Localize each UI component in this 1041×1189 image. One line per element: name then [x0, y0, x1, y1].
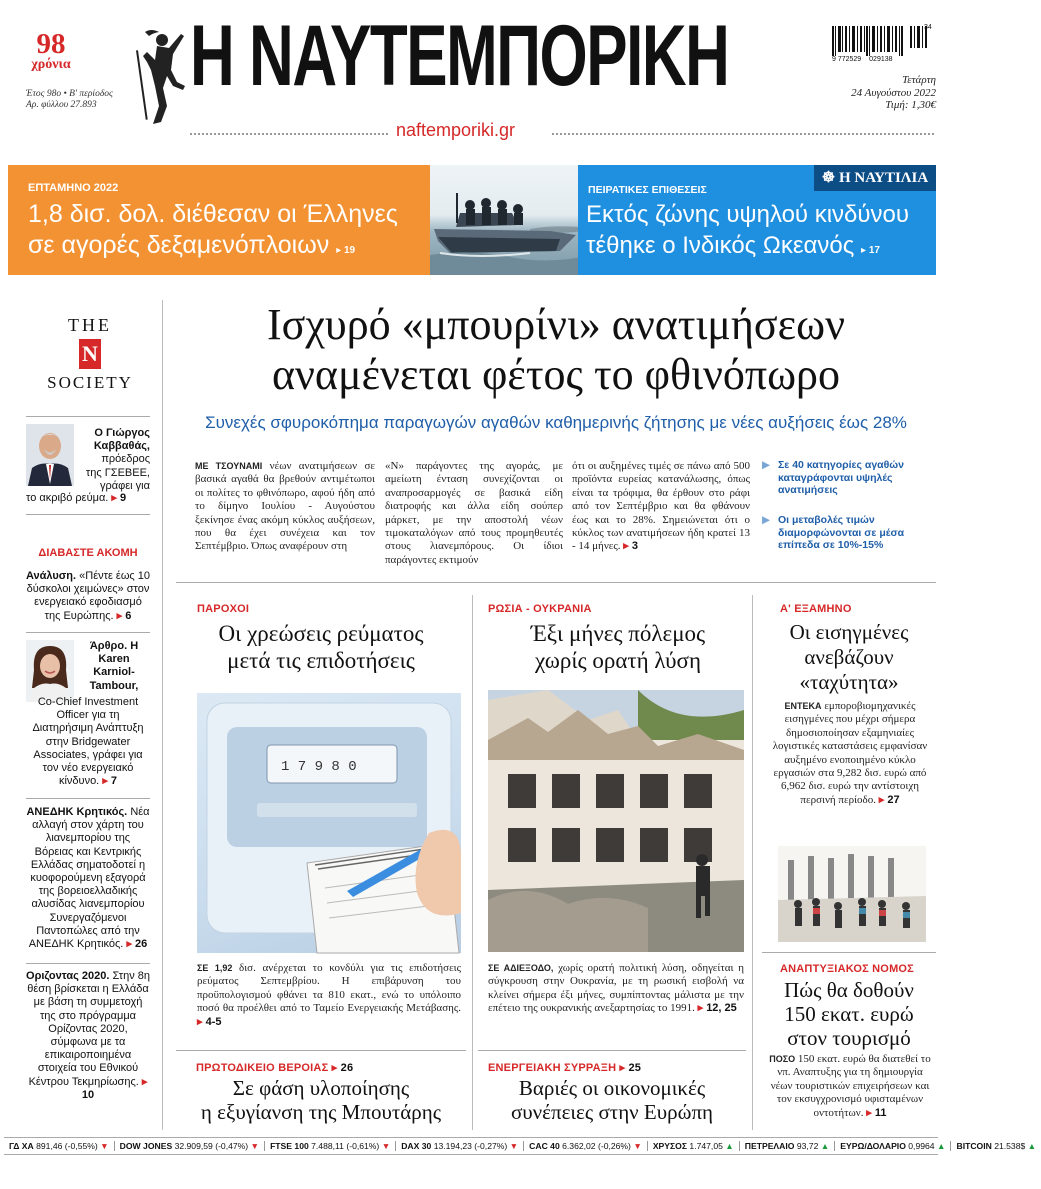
ticker-name: ΕΥΡΩ/ΔΟΛΑΡΙΟ — [840, 1141, 909, 1151]
ticker-item — [647, 1141, 739, 1151]
ticker-name: DAX 30 — [401, 1141, 434, 1151]
power-body-text: δισ. ανέρχεται το κονδύλι για τις επιδοτήσεις ρεύματος Σεπτεμβρίου. Η επιβάρυνση του προϋπολογισμού φθάνει τα 810 εκατ., ενώ το υπόλοιπο ποσό θα προέλθει από το Ταμείο Ενεργειακής Μετάβασης. — [197, 962, 462, 1015]
barcode — [832, 26, 936, 66]
sidebar-item-anedik[interactable] — [26, 806, 150, 951]
price: Τιμή: 1,30€ — [885, 99, 936, 111]
ticker-item — [950, 1141, 1041, 1151]
ticker-value: 32.909,59 (-0,47%) — [174, 1141, 251, 1151]
sidebar-item-page: 26 — [135, 938, 148, 951]
sidebar-item-karen[interactable] — [26, 696, 150, 788]
lead-col1 — [195, 460, 375, 554]
damaged-building-drawing-icon — [488, 690, 744, 952]
banner-right[interactable] — [578, 165, 936, 275]
ticker-item — [114, 1141, 264, 1151]
ticker-name: FTSE 100 — [270, 1141, 312, 1151]
tourists-image — [778, 846, 926, 942]
ticker-value: 21.538$ — [994, 1141, 1028, 1151]
veroia-headline-line2: η εξυγίανση της Μπουτάρης — [200, 1100, 442, 1124]
banner-left[interactable] — [8, 165, 438, 275]
ticker-name: ΧΡΥΣΟΣ — [652, 1141, 690, 1151]
war-body-text: χωρίς ορατή πολιτική λύση, οδηγείται η σύγκρουση στην Ουκρανία, με τη ρωσική εισβολή να κλείνει σήμερα έξι μήνες, συμπίπτοντας μάλιστα με την επέτειο της ουκρανικής ανεξαρτησίας το 1991. — [488, 962, 744, 1015]
naftilia-section: Η ΝΑΥΤΙΛΙΑ — [838, 170, 929, 186]
sidebar-divider — [162, 300, 163, 1130]
ticker-item — [264, 1141, 395, 1151]
sidebar-rule-5 — [26, 963, 150, 964]
barcode-digits-1: 9 772529 — [832, 56, 862, 63]
listed-headline-line3: «ταχύτητα» — [799, 670, 899, 694]
kavvathas-line2: της ΓΣΕΒΕΕ, — [85, 466, 150, 479]
listed-body — [766, 700, 934, 807]
war-body — [488, 962, 744, 1016]
kavvathas-line3: γράφει για — [100, 479, 150, 492]
banner-left-line2: σε αγορές δεξαμενόπλοιων — [28, 231, 330, 259]
banner-left-headline — [28, 199, 398, 266]
society-the: THE — [68, 315, 112, 335]
power-headline-line1: Οι χρεώσεις ρεύματος — [218, 621, 424, 646]
ticker-item — [739, 1141, 834, 1151]
hermes-logo-icon — [137, 26, 189, 128]
energy-page-ref: ▸ 25 — [619, 1062, 642, 1074]
tourists-crowd-drawing-icon — [778, 846, 926, 942]
tourism-body — [766, 1053, 934, 1120]
bullet-arrow-icon: ▶ — [762, 514, 771, 526]
lead-bullet-2 — [762, 514, 934, 552]
lead-col3 — [572, 460, 750, 554]
veroia-page-ref: ▸ 26 — [331, 1062, 354, 1074]
energy-kicker-wrap — [488, 1061, 641, 1074]
tourism-headline-line2: 150 εκατ. ευρώ — [784, 1002, 914, 1026]
banner-left-line2-wrap — [28, 230, 398, 266]
listed-page: 27 — [887, 793, 900, 806]
years-word: χρόνια — [31, 57, 71, 72]
lead-col1-lead: ΜΕ ΤΣΟΥΝΑΜΙ — [195, 461, 263, 471]
ticker-item — [395, 1141, 523, 1151]
tourism-headline-line1: Πώς θα δοθούν — [784, 978, 914, 1002]
lead-col3-text: ότι οι αυξημένες τιμές σε πάνω από 500 προϊόντα ευρείας κατανάλωσης, όπως είναι τα τρόφιμα, θα έρθουν στο ράφι από τον Σεπτέμβριο και θα φθάνουν έως και το 28%. Σημειώνεται ότι ο κύκλος των ανατιμήσεων ήδη κρατεί 13 - 14 μήνες. — [572, 460, 750, 553]
power-meter-image — [197, 693, 461, 953]
ticker-name: ΓΔ ΧΑ — [9, 1141, 37, 1151]
war-headline-line2: χωρίς ορατή λύση — [535, 648, 701, 673]
listed-headline-line1: Οι εισηγμένες — [789, 620, 909, 644]
arrow-down-icon: ▼ — [509, 1141, 519, 1151]
kavvathas-page: 9 — [120, 492, 127, 504]
ticker-value: 0,9964 — [908, 1141, 937, 1151]
tourism-kicker: ΑΝΑΠΤΥΞΙΑΚΟΣ ΝΟΜΟΣ — [780, 963, 914, 975]
kavvathas-teaser[interactable] — [78, 427, 150, 493]
lead-col1-text: νέων ανατιμήσεων σε βασικά αγαθά θα βρεθούν αντιμέτωποι οι πολίτες το φθινόπωρο, αφού ήδη από το δίμηνο Ιουλίου - Αυγούστου ξεκίνησε ένας ακόμη κύκλος αυξήσεων, που θα έχει συνέχεια και τον Σεπτέμβριο. Όπως αναφέρουν στη — [195, 460, 375, 553]
power-headline[interactable] — [176, 620, 466, 674]
masthead-dots-right — [552, 133, 934, 139]
sidebar-item-page: 6 — [125, 609, 132, 622]
banner-right-headline — [586, 199, 909, 266]
power-headline-line2: μετά τις επιδοτήσεις — [227, 648, 415, 673]
karen-lead: Άρθρο. Η Karen Karniol-Tambour, — [89, 640, 139, 692]
ticker-value: 93,72 — [796, 1141, 821, 1151]
lead-col3-page: 3 — [631, 540, 638, 553]
lead-bottom-rule — [176, 582, 936, 583]
banner-left-page-ref: ▸ 19 — [336, 245, 356, 256]
sidebar-item-text: Νέα αλλαγή στον χάρτη του λιανεμπορίου της Βόρειας και Κεντρικής Ελλάδας σηματοδοτεί η κυοφορούμενη εξαγορά της βορειοελλαδικής αλυσίδας λιανεμπορίου Συνεργαζόμενοι Παντοπώλες από την ΑΝΕΔΗΚ Κρητικός. — [28, 806, 150, 951]
banner-left-line1: 1,8 δισ. δολ. διέθεσαν οι Έλληνες — [28, 200, 398, 228]
listed-headline-line2: ανεβάζουν — [804, 645, 894, 669]
ticker-value: 1.747,05 — [689, 1141, 726, 1151]
sidebar-item-page-ref: ▸ 10 — [81, 1075, 148, 1101]
listed-kicker: Α' ΕΞΑΜΗΝΟ — [780, 603, 852, 615]
ticker-name: ΠΕΤΡΕΛΑΙΟ — [744, 1141, 797, 1151]
years-badge — [26, 30, 76, 72]
barcode-digits — [832, 56, 893, 63]
banner-right-kicker: ΠΕΙΡΑΤΙΚΕΣ ΕΠΙΘΕΣΕΙΣ — [588, 184, 707, 196]
veroia-headline-line1: Σε φάση υλοποίησης — [232, 1076, 410, 1100]
sidebar-rule-4 — [26, 798, 150, 799]
bottom-rule-left — [176, 1050, 466, 1051]
kavvathas-photo — [26, 424, 74, 486]
naftilia-section-label — [814, 165, 936, 191]
ticker-item — [4, 1141, 114, 1151]
tourism-page-ref: ▸ 11 — [866, 1106, 887, 1119]
banner-right-page-ref: ▸ 17 — [861, 245, 880, 256]
lead-col2: «Ν» παράγοντες της αγοράς, με αμείωτη ένταση συνεχίζονται οι αναπροσαρμογές σε βασικά είδη διατροφής και άλλα είδη σούπερ μάρκετ, με την αποστολή νέων τιμοκαταλόγων από τους προμηθευτές στους λιανεμπόρους. Οι ίδιοι παράγοντες εκτιμούν — [385, 460, 563, 566]
tourism-headline-line3: στον τουρισμό — [787, 1026, 911, 1050]
tourism-body-lead: ΠΟΣΟ — [769, 1054, 796, 1064]
energy-headline-line2: συνέπειες στην Ευρώπη — [510, 1100, 714, 1124]
kavvathas-line4-wrap — [26, 492, 150, 505]
banner-right-line2: τέθηκε ο Ινδικός Ωκεανός — [586, 232, 855, 259]
sidebar-item-page-ref: ▸ 6 — [116, 609, 132, 622]
ticker-item — [834, 1141, 950, 1151]
masthead-title: Η ΝΑΥΤΕΜΠΟΡΙΚΗ — [190, 8, 729, 104]
arrow-down-icon: ▼ — [100, 1141, 109, 1151]
kavvathas-line1: πρόεδρος — [101, 453, 150, 466]
banner-right-line2-wrap — [586, 230, 909, 266]
date-info — [760, 74, 936, 112]
banner-left-page: 19 — [344, 245, 356, 256]
veroia-page: 26 — [340, 1062, 354, 1074]
ticker-value: 891,46 (-0,55%) — [36, 1141, 101, 1151]
energy-page: 25 — [628, 1062, 642, 1074]
col-divider-2 — [752, 595, 753, 1130]
boat-drawing-icon — [430, 165, 590, 275]
war-page: 12, 25 — [706, 1002, 737, 1015]
sidebar-item-page: 10 — [81, 1088, 95, 1101]
barcode-issue: 34 — [924, 24, 932, 31]
energy-headline[interactable] — [478, 1076, 746, 1124]
ticker-name: BITCOIN — [956, 1141, 995, 1151]
banner-right-line1: Εκτός ζώνης υψηλού κινδύνου — [586, 201, 910, 228]
power-page: 4-5 — [205, 1015, 222, 1028]
years-number: 98 — [36, 28, 66, 60]
war-headline[interactable] — [478, 620, 758, 674]
ship-wheel-icon: ☸ — [821, 170, 836, 186]
arrow-up-icon: ▲ — [1027, 1141, 1037, 1151]
veroia-kicker: ΠΡΩΤΟΔΙΚΕΙΟ ΒΕΡΟΙΑΣ — [196, 1062, 329, 1074]
arrow-up-icon: ▲ — [936, 1141, 946, 1151]
sidebar-rule-2 — [26, 514, 150, 515]
masthead-dots-left — [190, 133, 388, 139]
lead-bullet-1 — [762, 459, 934, 497]
lead-bullet-1-text: Σε 40 κατηγορίες αγαθών καταγράφονται υψηλές ανατιμήσεις — [778, 459, 905, 496]
website-link[interactable]: naftemporiki.gr — [396, 120, 516, 140]
ticker-value: 6.362,02 (-0,26%) — [562, 1141, 634, 1151]
bullet-arrow-icon: ▶ — [762, 459, 771, 471]
kavvathas-page-ref: ▸ 9 — [111, 492, 127, 504]
portrait-icon — [26, 424, 74, 486]
listed-body-lead: ΕΝΤΕΚΑ — [784, 701, 822, 711]
electric-meter-drawing-icon — [197, 693, 461, 953]
listed-bottom-rule — [762, 952, 936, 953]
ticker-name: CAC 40 — [529, 1141, 563, 1151]
lead-headline-line2: αναμένεται φέτος το φθινόπωρο — [271, 350, 840, 399]
sidebar-item-horizon[interactable] — [26, 970, 150, 1102]
portrait-icon — [26, 640, 74, 702]
tourism-headline[interactable] — [762, 978, 936, 1050]
war-building-image — [488, 690, 744, 952]
kavvathas-line4: το ακριβό ρεύμα. — [26, 492, 109, 504]
veroia-headline[interactable] — [176, 1076, 466, 1124]
power-body-lead: ΣΕ 1,92 — [197, 963, 233, 973]
sidebar-item-lead: Ανάλυση. — [26, 570, 77, 582]
sidebar-item-text: Co-Chief Investment Officer για τη Διατηρήσιμη Ανάπτυξη στην Bridgewater Associates, γράφει για τον νέο ενεργειακό κίνδυνο. — [32, 696, 144, 788]
sidebar-item-page-ref: ▸ 7 — [102, 775, 118, 788]
lead-headline[interactable] — [176, 300, 936, 400]
sidebar-item-page: 7 — [110, 775, 118, 788]
date: 24 Αυγούστου 2022 — [851, 86, 936, 99]
listed-body-text: εμποροβιομηχανικές εισηγμένες που μέχρι σήμερα δημοσιοποίησαν εξαμηνιαίες λογιστικές καταστάσεις εμφανίσαν αυξημένο ενοποιημένο κύκλο εργασιών στα 9,282 δισ. ευρώ από 6,962 δισ. ευρώ την αντίστοιχη περσινή περίοδο. — [772, 700, 928, 806]
arrow-down-icon: ▼ — [250, 1141, 260, 1151]
tourism-body-text: 150 εκατ. ευρώ θα διατεθεί το νπ. Αναπτυξης για τη δημιουργία νέων τουριστικών επιχειρήσεων και τον εκσυγχρονισμό υφισταμένων οντοτήτων. — [770, 1053, 931, 1119]
market-ticker — [4, 1137, 1037, 1155]
volume-text: Έτος 98ο • Β' περίοδος — [26, 89, 113, 99]
sidebar-rule-1 — [26, 416, 150, 417]
sidebar-item-page-ref: ▸ 26 — [126, 938, 148, 951]
energy-headline-line1: Βαριές οι οικονομικές — [518, 1076, 706, 1100]
veroia-kicker-wrap — [196, 1061, 353, 1074]
energy-kicker: ΕΝΕΡΓΕΙΑΚΗ ΣΥΡΡΑΞΗ — [488, 1062, 617, 1074]
war-page-ref: ▸ 12, 25 — [697, 1002, 737, 1015]
pirate-boat-image — [430, 165, 590, 275]
war-headline-line1: Έξι μήνες πόλεμος — [530, 621, 706, 646]
sidebar-item-lead: ΑΝΕΔΗΚ Κρητικός. — [26, 806, 128, 818]
read-more-heading: ΔΙΑΒΑΣΤΕ ΑΚΟΜΗ — [38, 547, 138, 559]
banner-left-kicker: ΕΠΤΑΜΗΝΟ 2022 — [28, 182, 119, 194]
tourism-page: 11 — [874, 1106, 887, 1119]
ticker-item — [523, 1141, 647, 1151]
day: Τετάρτη — [902, 74, 936, 86]
lead-bullet-2-text: Οι μεταβολές τιμών διαμορφώνονται σε μέσα επίπεδα σε 10%-15% — [778, 514, 905, 551]
col-divider-1 — [472, 595, 473, 1130]
power-page-ref: ▸ 4-5 — [197, 1015, 222, 1028]
lead-headline-line1: Ισχυρό «μπουρίνι» ανατιμήσεων — [267, 300, 845, 349]
society-letter: N — [79, 339, 101, 369]
arrow-down-icon: ▼ — [381, 1141, 391, 1151]
ticker-name: DOW JONES — [119, 1141, 175, 1151]
power-body — [197, 962, 461, 1029]
banner-right-page: 17 — [868, 245, 880, 256]
listed-page-ref: ▸ 27 — [878, 793, 900, 806]
barcode-icon — [832, 26, 930, 56]
karen-photo — [26, 640, 74, 702]
sidebar-item-lead: Οριζοντας 2020. — [26, 970, 110, 982]
sidebar-item-text: Στην 8η θέση βρίσκεται η Ελλάδα με βάση τη συμμετοχή της στο πρόγραμμα Ορίζοντας 2020, σύμφωνα με τα επικαιροποιημένα στοιχεία του Εθνικού Κέντρου Τεκμηρίωσης. — [27, 970, 150, 1088]
bottom-rule-middle — [478, 1050, 746, 1051]
sidebar-item-text: «Πέντε έως 10 δύσκολοι χειμώνες» στον ενεργειακό εφοδιασμό της Ευρώπης. — [26, 570, 150, 622]
sidebar-item-analysis[interactable] — [26, 570, 150, 623]
ticker-value: 7.488,11 (-0,61%) — [311, 1141, 382, 1151]
listed-headline[interactable] — [762, 620, 936, 695]
war-kicker: ΡΩΣΙΑ - ΟΥΚΡΑΝΙΑ — [488, 603, 592, 615]
ticker-value: 13.194,23 (-0,27%) — [433, 1141, 510, 1151]
kavvathas-name: Ο Γιώργος Καββαθάς, — [93, 427, 150, 453]
lead-subhead: Συνεχές σφυροκόπημα παραγωγών αγαθών καθημερινής ζήτησης με νέες αυξήσεις έως 28% — [205, 413, 907, 432]
society-word: SOCIETY — [47, 373, 133, 392]
barcode-digits-2: 029138 — [869, 56, 893, 63]
war-body-lead: ΣΕ ΑΔΙΕΞΟΔΟ, — [488, 963, 554, 973]
arrow-up-icon: ▲ — [725, 1141, 734, 1151]
society-logo[interactable] — [34, 315, 146, 393]
power-kicker: ΠΑΡΟΧΟΙ — [197, 603, 250, 615]
meter-digits: 1 7 9 8 0 — [281, 759, 357, 775]
lead-col3-page-ref: ▸ 3 — [623, 540, 638, 553]
arrow-up-icon: ▲ — [820, 1141, 830, 1151]
volume-info — [26, 89, 113, 111]
arrow-down-icon: ▼ — [633, 1141, 642, 1151]
issue-text: Αρ. φύλλου 27.893 — [26, 100, 97, 110]
sidebar-rule-3 — [26, 632, 150, 633]
